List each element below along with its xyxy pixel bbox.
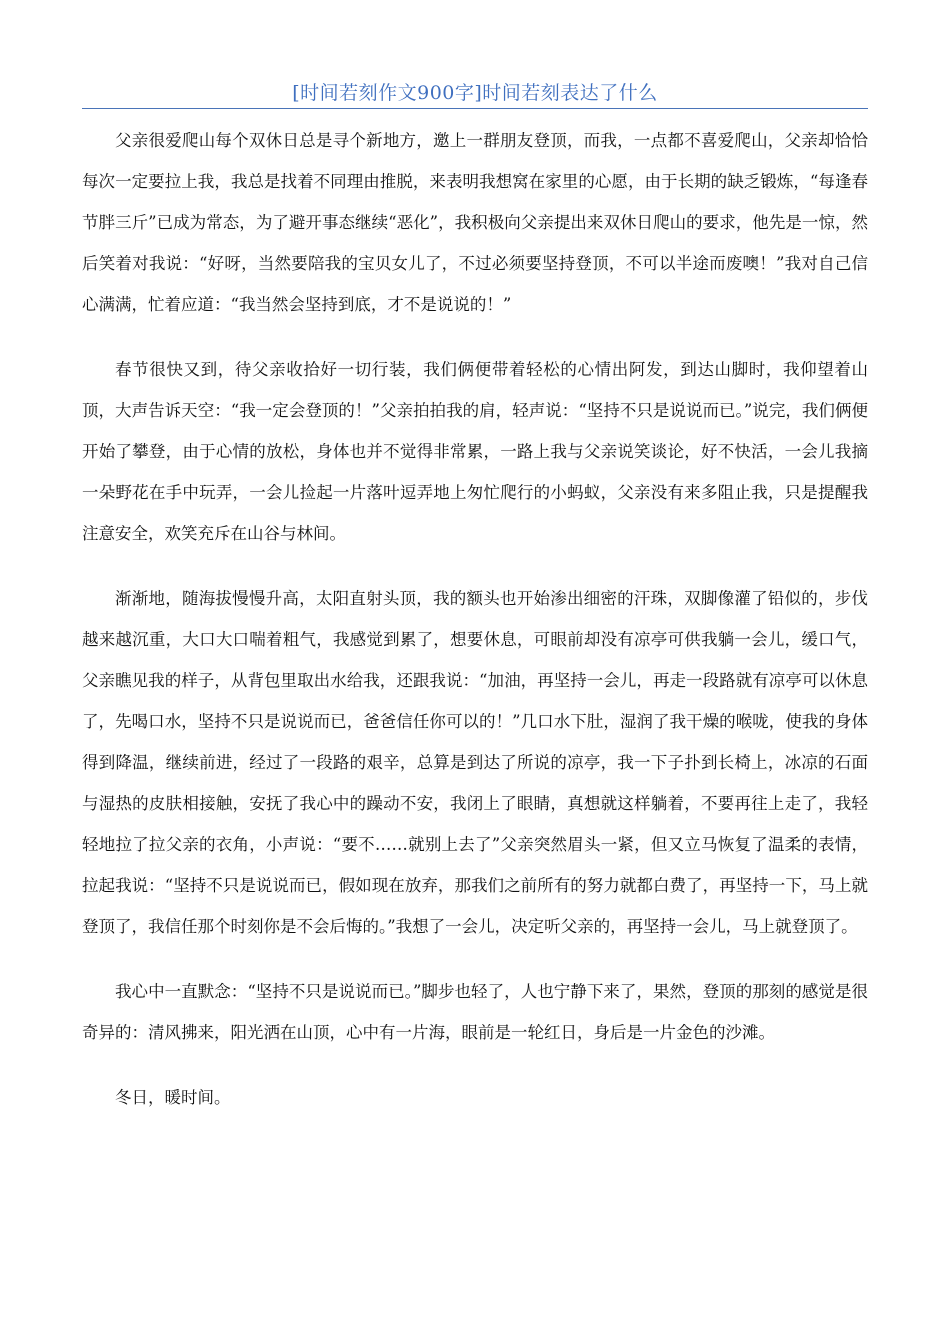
paragraph-3: 渐渐地，随海拔慢慢升高，太阳直射头顶，我的额头也开始渗出细密的汗珠，双脚像灌了铅似的，步伐越来越沉重，大口大口喘着粗气，我感觉到累了，想要休息，可眼前却没有凉亭可供我躺一会儿，缓口气，父亲瞧见我的样子，从背包里取出水给我，还跟我说：“加油，再坚持一会儿，再走一段路就有凉亭可以休息了，先喝口水，坚持不只是说说而已，爸爸信任你可以的！”几口水下肚，湿润了我干燥的喉咙，使我的身体得到降温，继续前进，经过了一段路的艰辛，总算是到达了所说的凉亭，我一下子扑到长椅上，冰凉的石面与湿热的皮肤相接触，安抚了我心中的躁动不安，我闭上了眼睛，真想就这样躺着，不要再往上走了，我轻轻地拉了拉父亲的衣角，小声说：“要不……就别上去了”父亲突然眉头一紧，但又立马恢复了温柔的表情，拉起我说：“坚持不只是说说而已，假如现在放弃，那我们之前所有的努力就都白费了，再坚持一下，马上就登顶了，我信任那个时刻你是不会后悔的。”我想了一会儿，决定听父亲的，再坚持一会儿，马上就登顶了。	[82, 589, 868, 936]
paragraph-5: 冬日，暖时间。	[115, 1088, 231, 1107]
paragraph-1: 父亲很爱爬山每个双休日总是寻个新地方，邀上一群朋友登顶，而我，一点都不喜爱爬山，父亲却恰恰每次一定要拉上我，我总是找着不同理由推脱，来表明我想窝在家里的心愿，由于长期的缺乏锻炼，“每逢春节胖三斤”已成为常态，为了避开事态继续“恶化”，我积极向父亲提出来双休日爬山的要求，他先是一惊，然后笑着对我说：“好呀，当然要陪我的宝贝女儿了，不过必须要坚持登顶，不可以半途而废噢！”我对自己信心满满，忙着应道：“我当然会坚持到底，才不是说说的！”	[82, 131, 868, 314]
paragraph-2: 春节很快又到，待父亲收拾好一切行装，我们俩便带着轻松的心情出阿发，到达山脚时，我仰望着山顶，大声告诉天空：“我一定会登顶的！”父亲拍拍我的肩，轻声说：“坚持不只是说说而已。”说完，我们俩便开始了攀登，由于心情的放松，身体也并不觉得非常累，一路上我与父亲说笑谈论，好不快活，一会儿我摘一朵野花在手中玩弄，一会儿捡起一片落叶逗弄地上匆忙爬行的小蚂蚁，父亲没有来多阻止我，只是提醒我注意安全，欢笑充斥在山谷与林间。	[82, 360, 868, 543]
article-body	[82, 120, 868, 1142]
page-header	[82, 78, 868, 109]
paragraph-4: 我心中一直默念：“坚持不只是说说而已。”脚步也轻了，人也宁静下来了，果然，登顶的那刻的感觉是很奇异的：清风拂来，阳光洒在山顶，心中有一片海，眼前是一轮红日，身后是一片金色的沙滩。	[82, 982, 868, 1042]
header-title: [时间若刻作文900字]时间若刻表达了什么	[292, 82, 658, 104]
